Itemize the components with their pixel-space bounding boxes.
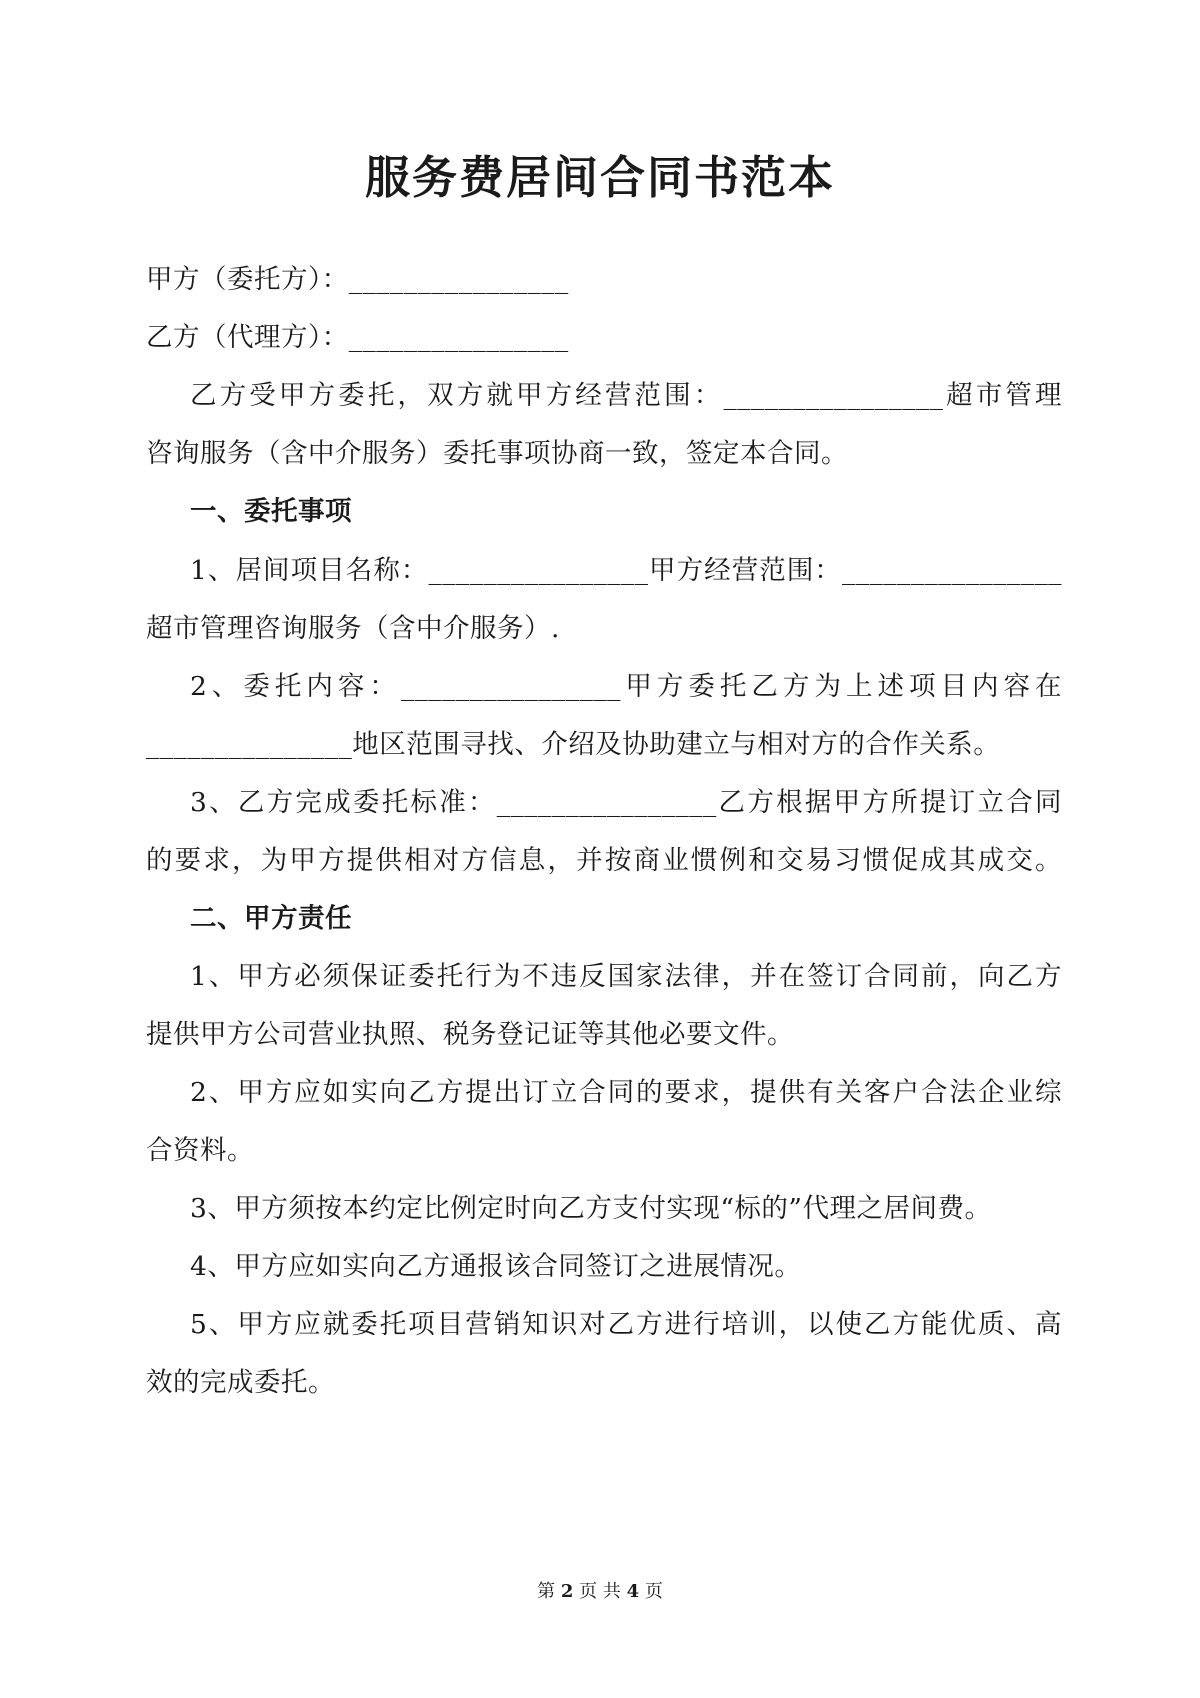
clause-1-1-line-2: 超市管理咨询服务（含中介服务）. — [146, 613, 560, 644]
page-footer — [0, 1580, 1200, 1604]
clause-1-2-line-2: _______________地区范围寻找、介绍及协助建立与相对方的合作关系。 — [146, 729, 1001, 760]
clause-1-1-line-1: 1、居间项目名称：________________甲方经营范围：________________ — [190, 555, 1062, 586]
section-heading-1: 一、委托事项 — [190, 496, 352, 527]
clause-2-4: 4、甲方应如实向乙方通报该合同签订之进展情况。 — [190, 1251, 802, 1282]
clause-1-3-line-2: 的要求，为甲方提供相对方信息，并按商业惯例和交易习惯促成其成交。 — [146, 845, 1062, 876]
intro-paragraph-line-1: 乙方受甲方委托，双方就甲方经营范围：________________超市管理 — [190, 380, 1062, 411]
clause-2-5-line-2: 效的完成委托。 — [146, 1367, 335, 1398]
document-title: 服务费居间合同书范本 — [364, 151, 835, 204]
clause-2-3: 3、甲方须按本约定比例定时向乙方支付实现“标的”代理之居间费。 — [190, 1193, 992, 1224]
footer-total-pages: 4 — [626, 1581, 640, 1602]
clause-2-1-line-1: 1、甲方必须保证委托行为不违反国家法律，并在签订合同前，向乙方 — [190, 961, 1062, 992]
party-b-line: 乙方（代理方）：________________ — [146, 322, 569, 353]
footer-middle: 页 共 — [579, 1581, 621, 1602]
section-heading-2: 二、甲方责任 — [190, 903, 352, 934]
clause-2-2-line-1: 2、甲方应如实向乙方提出订立合同的要求，提供有关客户合法企业综 — [190, 1077, 1062, 1108]
clause-2-1-line-2: 提供甲方公司营业执照、税务登记证等其他必要文件。 — [146, 1019, 794, 1050]
footer-page-number: 2 — [560, 1581, 574, 1602]
footer-suffix: 页 — [644, 1581, 663, 1602]
clause-1-2-line-1: 2、委托内容：________________甲方委托乙方为上述项目内容在 — [190, 671, 1062, 702]
clause-1-3-line-1: 3、乙方完成委托标准：________________乙方根据甲方所提订立合同 — [190, 787, 1062, 818]
clause-2-2-line-2: 合资料。 — [146, 1135, 254, 1166]
footer-prefix: 第 — [537, 1581, 556, 1602]
intro-paragraph-line-2: 咨询服务（含中介服务）委托事项协商一致，签定本合同。 — [146, 438, 848, 469]
party-a-line: 甲方（委托方）：________________ — [146, 264, 569, 295]
clause-2-5-line-1: 5、甲方应就委托项目营销知识对乙方进行培训，以使乙方能优质、高 — [190, 1309, 1062, 1340]
